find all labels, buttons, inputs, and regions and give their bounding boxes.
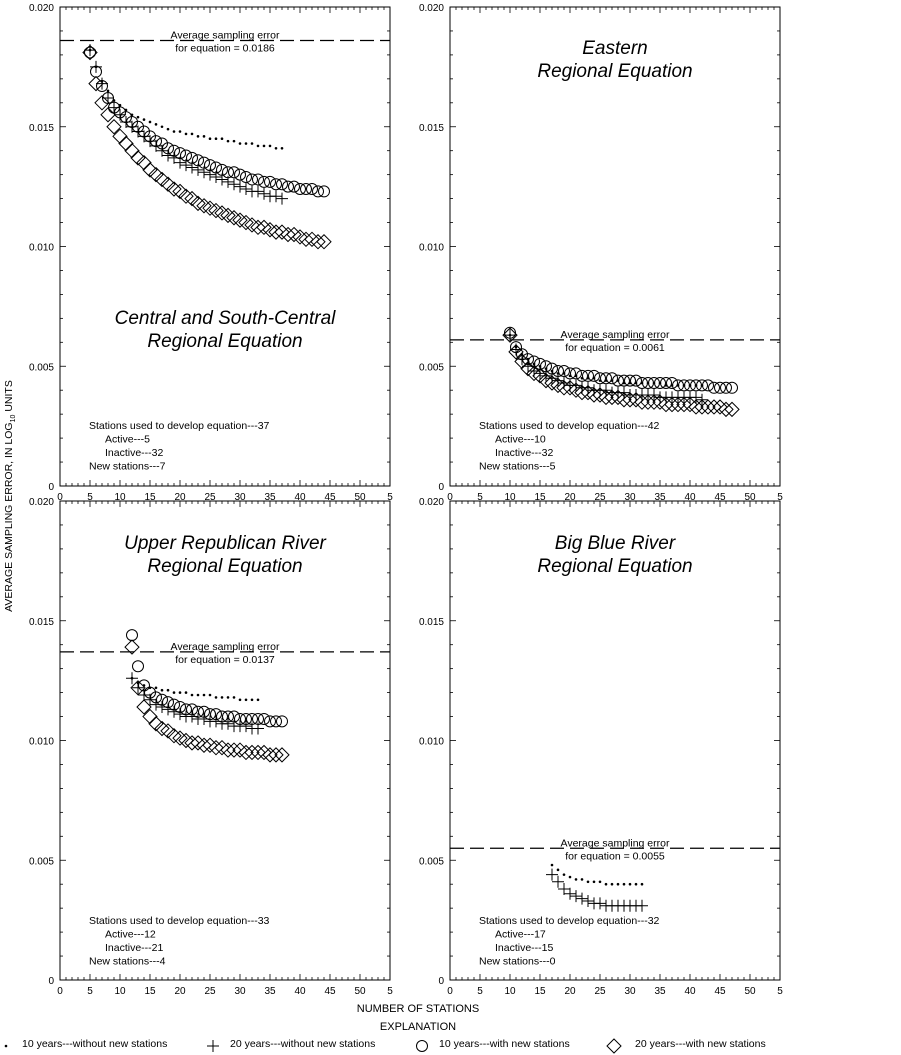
data-point-dot bbox=[143, 118, 146, 121]
series-dot bbox=[551, 864, 644, 886]
stations-text-line: Active---10 bbox=[495, 433, 546, 446]
data-point-plus bbox=[570, 890, 582, 902]
data-point-dot bbox=[233, 696, 236, 699]
data-point-diamond bbox=[305, 232, 319, 246]
data-point-plus bbox=[90, 61, 102, 73]
data-point-dot bbox=[575, 878, 578, 881]
x-tick-label: 40 bbox=[684, 986, 696, 997]
x-tick-label: 5 bbox=[477, 986, 483, 997]
data-point-dot bbox=[563, 873, 566, 876]
data-point-dot bbox=[197, 694, 200, 697]
data-point-plus bbox=[270, 190, 282, 202]
data-point-dot bbox=[269, 145, 272, 148]
data-point-dot bbox=[275, 147, 278, 150]
x-tick-label: 5 bbox=[387, 986, 393, 997]
data-point-dot bbox=[185, 691, 188, 694]
data-point-diamond bbox=[149, 168, 163, 182]
data-point-dot bbox=[551, 864, 554, 867]
data-point-dot bbox=[155, 687, 158, 690]
data-point-diamond bbox=[143, 710, 157, 724]
stations-text-line: New stations---7 bbox=[89, 460, 166, 473]
average-error-label-line: Average sampling error bbox=[560, 837, 670, 850]
y-tick-label: 0.020 bbox=[28, 497, 54, 508]
legend-item-diamond bbox=[607, 1038, 766, 1053]
y-tick-label: 0.020 bbox=[418, 3, 444, 14]
y-tick-label: 0.005 bbox=[418, 856, 444, 868]
y-tick-label: 0 bbox=[438, 976, 444, 987]
y-tick-label: 0.015 bbox=[28, 122, 54, 134]
data-point-diamond bbox=[137, 156, 151, 170]
stations-text-line: Inactive---15 bbox=[495, 942, 554, 954]
legend-symbol-circle bbox=[417, 1041, 428, 1052]
data-point-diamond bbox=[209, 741, 223, 755]
data-point-diamond bbox=[293, 230, 307, 244]
data-point-dot bbox=[569, 876, 572, 879]
data-point-dot bbox=[239, 698, 242, 701]
average-error-label bbox=[171, 641, 280, 666]
data-point-dot bbox=[581, 878, 584, 881]
stations-text-line: Active---17 bbox=[495, 928, 546, 941]
x-tick-label: 25 bbox=[204, 492, 216, 503]
panel-title bbox=[537, 38, 692, 82]
data-point-dot bbox=[245, 142, 248, 145]
x-tick-label: 5 bbox=[387, 492, 393, 503]
x-tick-label: 5 bbox=[87, 492, 93, 503]
x-tick-label: 5 bbox=[777, 492, 783, 503]
stations-text-line: New stations---0 bbox=[479, 955, 556, 968]
series-plus bbox=[126, 672, 264, 734]
data-point-dot bbox=[191, 133, 194, 136]
data-point-diamond bbox=[101, 108, 115, 122]
panel-title-line: Regional Equation bbox=[147, 331, 303, 352]
data-point-diamond bbox=[107, 120, 121, 134]
data-point-dot bbox=[587, 881, 590, 884]
x-tick-label: 15 bbox=[534, 492, 546, 503]
average-error-value-line: for equation = 0.0061 bbox=[565, 341, 665, 354]
series-diamond bbox=[83, 46, 331, 249]
x-tick-label: 25 bbox=[204, 986, 216, 997]
data-point-circle bbox=[127, 630, 138, 641]
data-point-dot bbox=[209, 137, 212, 140]
stations-text-line: New stations---5 bbox=[479, 460, 556, 473]
data-point-dot bbox=[215, 137, 218, 140]
plot-frame bbox=[60, 7, 390, 486]
y-tick-label: 0.015 bbox=[418, 616, 444, 628]
x-tick-label: 45 bbox=[324, 986, 336, 997]
x-tick-label: 50 bbox=[354, 986, 366, 997]
panel-title-line: Regional Equation bbox=[537, 556, 693, 577]
data-point-diamond bbox=[197, 738, 211, 752]
data-point-dot bbox=[197, 135, 200, 138]
data-point-diamond bbox=[215, 741, 229, 755]
x-tick-label: 5 bbox=[777, 986, 783, 997]
x-tick-label: 40 bbox=[294, 986, 306, 997]
data-point-dot bbox=[281, 147, 284, 150]
data-point-dot bbox=[173, 130, 176, 133]
data-point-plus bbox=[96, 78, 108, 90]
data-point-dot bbox=[257, 698, 260, 701]
x-tick-label: 30 bbox=[234, 986, 246, 997]
data-point-diamond bbox=[311, 235, 325, 249]
data-point-plus bbox=[558, 883, 570, 895]
data-point-dot bbox=[611, 883, 614, 886]
data-point-dot bbox=[593, 881, 596, 884]
x-tick-label: 10 bbox=[114, 492, 126, 503]
panel-bottom-right bbox=[419, 497, 783, 997]
y-axis-label: AVERAGE SAMPLING ERROR, IN $LOG_{10}$ UNITS bbox=[3, 380, 17, 612]
x-tick-label: 45 bbox=[324, 492, 336, 503]
data-point-diamond bbox=[125, 144, 139, 158]
x-tick-label: 20 bbox=[174, 492, 186, 503]
data-point-diamond bbox=[161, 724, 175, 738]
stations-text-line: Stations used to develop equation---33 bbox=[89, 915, 270, 927]
x-tick-label: 45 bbox=[714, 492, 726, 503]
panel-title-line: Big Blue River bbox=[554, 533, 676, 554]
data-point-dot bbox=[227, 140, 230, 143]
data-point-plus bbox=[552, 876, 564, 888]
data-point-diamond bbox=[719, 402, 733, 416]
data-point-dot bbox=[239, 142, 242, 145]
stations-text-line: Active---5 bbox=[105, 433, 150, 446]
x-tick-label: 35 bbox=[264, 492, 276, 503]
x-tick-label: 0 bbox=[57, 986, 63, 997]
y-tick-label: 0.020 bbox=[28, 3, 54, 14]
data-point-dot bbox=[149, 121, 152, 124]
panels bbox=[29, 3, 783, 997]
stations-text-line: Stations used to develop equation---37 bbox=[89, 420, 270, 432]
data-point-diamond bbox=[155, 172, 169, 186]
data-point-dot bbox=[215, 696, 218, 699]
x-tick-label: 50 bbox=[744, 986, 756, 997]
panel-title-line: Eastern bbox=[582, 38, 648, 59]
stations-text-line: Active---12 bbox=[105, 928, 156, 941]
x-tick-label: 20 bbox=[174, 986, 186, 997]
y-tick-label: 0 bbox=[48, 976, 54, 987]
data-point-dot bbox=[161, 689, 164, 692]
data-point-dot bbox=[557, 869, 560, 872]
data-point-diamond bbox=[317, 235, 331, 249]
x-tick-label: 15 bbox=[144, 986, 156, 997]
data-point-plus bbox=[636, 900, 648, 912]
data-point-diamond bbox=[155, 722, 169, 736]
data-point-plus bbox=[576, 893, 588, 905]
x-tick-label: 40 bbox=[294, 492, 306, 503]
y-axis-label-tail: UNITS bbox=[3, 380, 15, 415]
data-point-diamond bbox=[191, 736, 205, 750]
average-error-label bbox=[561, 329, 670, 354]
x-tick-label: 0 bbox=[447, 492, 453, 503]
legend-item-dot bbox=[5, 1038, 168, 1050]
x-tick-label: 5 bbox=[87, 986, 93, 997]
legend-symbol-diamond bbox=[607, 1039, 621, 1053]
data-point-diamond bbox=[203, 738, 217, 752]
data-point-diamond bbox=[725, 402, 739, 416]
data-point-dot bbox=[179, 691, 182, 694]
y-tick-label: 0.010 bbox=[28, 242, 54, 254]
data-point-dot bbox=[167, 689, 170, 692]
data-point-diamond bbox=[185, 192, 199, 206]
y-tick-label: 0.005 bbox=[418, 362, 444, 374]
data-point-dot bbox=[209, 694, 212, 697]
panel-top-left bbox=[29, 3, 393, 503]
average-error-label-line: Average sampling error bbox=[170, 29, 280, 42]
data-point-dot bbox=[263, 145, 266, 148]
y-axis-label-subscript: 10 bbox=[10, 414, 17, 423]
data-point-circle bbox=[133, 661, 144, 672]
panel-title bbox=[537, 533, 692, 577]
x-tick-label: 40 bbox=[684, 492, 696, 503]
x-axis-label: NUMBER OF STATIONS bbox=[356, 1003, 480, 1015]
data-point-dot bbox=[155, 123, 158, 126]
legend-label: 10 years---with new stations bbox=[439, 1038, 570, 1050]
data-point-dot bbox=[203, 135, 206, 138]
stations-text-line: Inactive---32 bbox=[105, 447, 164, 459]
data-point-dot bbox=[221, 696, 224, 699]
panel-bottom-left bbox=[29, 497, 393, 997]
y-tick-label: 0.020 bbox=[418, 497, 444, 508]
data-point-dot bbox=[173, 691, 176, 694]
panel-title bbox=[115, 308, 337, 352]
x-tick-label: 45 bbox=[714, 986, 726, 997]
data-point-plus bbox=[114, 109, 126, 121]
explanation-title: EXPLANATION bbox=[379, 1021, 457, 1033]
data-point-circle bbox=[241, 172, 252, 183]
data-point-dot bbox=[107, 90, 110, 93]
data-point-plus bbox=[276, 193, 288, 205]
stations-text-line: Stations used to develop equation---42 bbox=[479, 420, 660, 432]
x-tick-label: 35 bbox=[264, 986, 276, 997]
data-point-dot bbox=[251, 698, 254, 701]
legend-item-circle bbox=[417, 1038, 570, 1052]
data-point-dot bbox=[137, 116, 140, 119]
data-point-dot bbox=[617, 883, 620, 886]
data-point-dot bbox=[233, 140, 236, 143]
legend-symbol-dot bbox=[5, 1045, 8, 1048]
data-point-dot bbox=[623, 883, 626, 886]
data-point-diamond bbox=[137, 700, 151, 714]
x-tick-label: 25 bbox=[594, 492, 606, 503]
data-point-plus bbox=[564, 888, 576, 900]
stations-text-line: New stations---4 bbox=[89, 955, 166, 968]
data-point-dot bbox=[257, 145, 260, 148]
average-error-value-line: for equation = 0.0186 bbox=[175, 42, 275, 55]
y-tick-label: 0.005 bbox=[28, 362, 54, 374]
data-point-diamond bbox=[143, 163, 157, 177]
x-tick-label: 10 bbox=[114, 986, 126, 997]
panel-title-line: Central and South-Central bbox=[114, 308, 336, 329]
data-point-diamond bbox=[113, 129, 127, 143]
legend-item-plus bbox=[207, 1038, 375, 1052]
x-tick-label: 35 bbox=[654, 492, 666, 503]
average-error-value-line: for equation = 0.0137 bbox=[175, 653, 275, 666]
data-point-diamond bbox=[227, 743, 241, 757]
legend-label: 20 years---with new stations bbox=[635, 1038, 766, 1050]
data-point-dot bbox=[203, 694, 206, 697]
y-tick-label: 0.015 bbox=[28, 616, 54, 628]
average-error-value-line: for equation = 0.0055 bbox=[565, 850, 665, 863]
x-tick-label: 5 bbox=[477, 492, 483, 503]
data-point-dot bbox=[227, 696, 230, 699]
panel-title-line: Regional Equation bbox=[147, 556, 303, 577]
data-point-plus bbox=[594, 897, 606, 909]
stations-text-line: Inactive---21 bbox=[105, 942, 164, 954]
data-point-diamond bbox=[119, 137, 133, 151]
legend-label: 20 years---without new stations bbox=[230, 1038, 376, 1050]
data-point-dot bbox=[161, 125, 164, 128]
y-tick-label: 0.010 bbox=[418, 242, 444, 254]
y-tick-label: 0.010 bbox=[28, 736, 54, 748]
y-tick-label: 0.010 bbox=[418, 736, 444, 748]
data-point-dot bbox=[185, 133, 188, 136]
average-error-label bbox=[171, 30, 280, 55]
data-point-dot bbox=[167, 128, 170, 131]
data-point-dot bbox=[191, 694, 194, 697]
data-point-diamond bbox=[131, 151, 145, 165]
data-point-dot bbox=[179, 130, 182, 133]
y-tick-label: 0 bbox=[48, 482, 54, 493]
x-tick-label: 20 bbox=[564, 986, 576, 997]
data-point-plus bbox=[582, 895, 594, 907]
series-dot bbox=[89, 49, 284, 150]
data-point-diamond bbox=[269, 748, 283, 762]
stations-text-line: Inactive---32 bbox=[495, 447, 554, 459]
y-tick-label: 0.005 bbox=[28, 856, 54, 868]
data-point-diamond bbox=[275, 225, 289, 239]
x-tick-label: 30 bbox=[624, 492, 636, 503]
data-point-plus bbox=[258, 188, 270, 200]
data-point-dot bbox=[251, 142, 254, 145]
x-tick-label: 20 bbox=[564, 492, 576, 503]
data-point-dot bbox=[221, 137, 224, 140]
average-error-label-line: Average sampling error bbox=[560, 328, 670, 341]
data-point-plus bbox=[132, 682, 144, 694]
panel-top-right bbox=[419, 3, 783, 503]
x-tick-label: 15 bbox=[534, 986, 546, 997]
data-point-diamond bbox=[149, 717, 163, 731]
data-point-diamond bbox=[179, 189, 193, 203]
legend bbox=[5, 1038, 766, 1053]
x-tick-label: 10 bbox=[504, 986, 516, 997]
stations-text-line: Stations used to develop equation---32 bbox=[479, 915, 660, 927]
legend-label: 10 years---without new stations bbox=[22, 1038, 168, 1050]
x-tick-label: 0 bbox=[57, 492, 63, 503]
data-point-dot bbox=[245, 698, 248, 701]
series-plus bbox=[546, 869, 648, 912]
y-tick-label: 0 bbox=[438, 482, 444, 493]
panel-title-line: Upper Republican River bbox=[124, 533, 326, 554]
average-error-label-line: Average sampling error bbox=[170, 640, 280, 653]
data-point-diamond bbox=[167, 182, 181, 196]
x-tick-label: 35 bbox=[654, 986, 666, 997]
x-tick-label: 50 bbox=[354, 492, 366, 503]
x-tick-label: 25 bbox=[594, 986, 606, 997]
data-point-circle bbox=[235, 169, 246, 180]
x-tick-label: 0 bbox=[447, 986, 453, 997]
data-point-dot bbox=[599, 881, 602, 884]
data-point-diamond bbox=[281, 228, 295, 242]
x-tick-label: 15 bbox=[144, 492, 156, 503]
panel-title bbox=[124, 533, 326, 577]
data-point-dot bbox=[641, 883, 644, 886]
data-point-dot bbox=[629, 883, 632, 886]
y-tick-label: 0.015 bbox=[418, 122, 444, 134]
panel-title-line: Regional Equation bbox=[537, 61, 693, 82]
data-point-dot bbox=[605, 883, 608, 886]
x-tick-label: 50 bbox=[744, 492, 756, 503]
data-point-plus bbox=[546, 869, 558, 881]
data-point-dot bbox=[635, 883, 638, 886]
data-point-diamond bbox=[161, 177, 175, 191]
average-error-label bbox=[561, 837, 670, 862]
data-point-diamond bbox=[173, 184, 187, 198]
x-tick-label: 30 bbox=[624, 986, 636, 997]
x-tick-label: 30 bbox=[234, 492, 246, 503]
data-point-diamond bbox=[263, 223, 277, 237]
legend-symbol-plus bbox=[207, 1040, 219, 1052]
x-tick-label: 10 bbox=[504, 492, 516, 503]
